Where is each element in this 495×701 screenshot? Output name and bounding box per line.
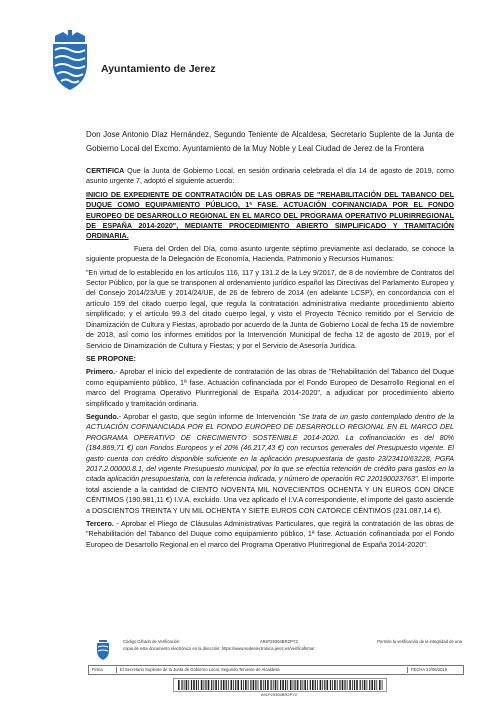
copy-line: copia de este documento electrónico en la dirección: https://www.sedeelectronica.jerez.es/verificafirma/: [123, 645, 315, 651]
fuera-paragraph: Fuera del Orden del Día, como asunto urgente séptimo previamente así declarado, se conoce la siguiente propuesta de la Delegación de Economía, Hacienda, Patrimonio y Recursos Humanos:: [86, 243, 454, 264]
barcode-icon: [173, 678, 387, 692]
tercero-label: Tercero.: [86, 519, 114, 528]
primero-label: Primero.: [86, 367, 116, 377]
certifica-label: CERTIFICA: [86, 166, 125, 175]
subject-heading: [86, 190, 454, 242]
jerez-city-crest-icon: [41, 28, 99, 92]
signature-table: [88, 665, 464, 675]
csv-label: Código Cifrado de Verificación:: [123, 639, 181, 644]
signature-label: Firma: [89, 667, 117, 674]
primero-text: - Aprobar el inicio del expediente de contratación de las obras de "Rehabilitación del Tabanco del Duque como equipamiento público, 1ª fase. Actuación cofinanciada por el Fondo Europeo de Desarrollo Regional en el marco del Programa Operativo Plurirregional de España 2014-2020", a adjudicar por procedimiento abierto simplificado y tramitación ordinaria.: [86, 367, 454, 408]
signature-date: FECHA 22/08/2019: [411, 666, 448, 672]
intro-paragraph: Don Jose Antonio Díaz Hernández, Segundo Teniente de Alcaldesa, Secretario Suplente de la Junta de Gobierno Local del Excmo. Ayuntamiento de la Muy Noble y Leal Ciudad de Jerez de la Frontera: [86, 130, 454, 153]
segundo-paragraph: [86, 412, 454, 516]
quote-paragraph: "En virtud de lo establecido en los artículos 116, 117 y 131.2 de la Ley 9/2017, de 8 de noviembre de Contratos del Sector Público, por la que se transponen al ordenamiento jurídico español las Directivas del Parlamento Europeo y del Consejo 2014/23/UE y 2014/24/UE, de 26 de febrero de 2014 (en adelante LCSP), en concordancia con el artículo 159 del citado cuerpo legal, que regula la contratación administrativa mediante procedimiento abierto simplificado; y el artículo 99.3 del citado cuerpo legal, y visto el Proyecto Técnico remitido por el Servicio de Dinamización de Cultura y Fiestas, aprobado por acuerdo de la Junta de Gobierno Local de fecha 15 de noviembre de 2018, así como los informes emitidos por la Intervención Municipal de fecha 12 de agosto de 2019, por el Servicio de Dinamización de Cultura y Fiestas; y por el Servicio de Asesoría Jurídica.: [86, 267, 454, 350]
tercero-text: - Aprobar el Pliego de Cláusulas Administrativas Particulares, que regirá la contratación de las obras de "Rehabilitación del Tabanco del Duque como equipamiento público, 1ª fase. Actuación cofinanciada por el Fondo Europeo de Desarrollo Regional en el marco del Programa Operativo Plurirregional de España 2014-2020".: [86, 519, 454, 549]
certifica-paragraph: [86, 166, 454, 187]
segundo-text-a: - Aprobar el gasto, que según informe de Intervención: [118, 411, 299, 421]
verification-rows: [123, 639, 462, 653]
signer-name: El Secretario Suplente de la Junta de Gobierno Local, Segundo Teniente de Alcaldesa: [117, 667, 408, 674]
csv-value: A91P29304BR2PY2: [259, 639, 298, 644]
propone-heading: SE PROPONE:: [86, 353, 136, 363]
subject-text: INICIO DE EXPEDIENTE DE CONTRATACIÓN DE LAS OBRAS DE "REHABILITACIÓN DEL TABANCO DEL DUQUE COMO EQUIPAMIENTO PÚBLICO, 1ª FASE. ACTUACIÓN COFINANCIADA POR EL FONDO EUROPEO DE DESARROLLO REGIONAL EN EL MARCO DEL PROGRAMA OPERATIVO PLURIRREGIONAL DE ESPAÑA 2014-2020", MEDIANTE PROCEDIMIENTO ABIERTO SIMPLIFICADO Y TRAMITACIÓN ORDINARIA.: [86, 189, 454, 241]
segundo-text-b: . El importe total asciende a la cantidad de CIENTO NOVENTA MIL NOVECIENTOS OCHENTA Y UN EUROS CON ONCE CÉNTIMOS (190.981,11 €) I.V.A. excluido. Una vez aplicado el I.V.A correspondiente, el importe del gasto asciende a DOSCIENTOS TREINTA Y UN MIL OCHENTA Y SIETE EUROS CON CATORCE CÉNTIMOS (231.087,14 €).: [86, 474, 454, 515]
certifica-text: Que la Junta de Gobierno Local, en sesión ordinaria celebrada el día 14 de agosto de 2019, como asunto urgente 7, adoptó el siguiente acuerdo:: [86, 166, 454, 186]
tercero-paragraph: [86, 519, 454, 550]
brand-name: Ayuntamiento de Jerez: [101, 63, 216, 75]
barcode-code: A91P29304BR2PY2: [260, 692, 298, 697]
csv-row: [123, 639, 462, 646]
segundo-label: Segundo.: [86, 411, 119, 421]
document-body: [86, 128, 454, 553]
ayuntamiento-seal-icon: [88, 639, 118, 661]
segundo-italic-quote: "Se trata de un gasto contemplado dentro de la ACTUACIÓN COFINANCIADA POR EL FONDO EUROPEO DE DESARROLLO REGIONAL EN EL MARCO DEL PROGRAMA OPERATIVO DE CRECIMIENTO SOSTENIBLE 2014-2020. La cofinanciación es del 80% (184.869,71 €) con Fondos Europeos y el 20% (46.217,43 €) con recursos generales del Presupuesto vigente. El gasto cuenta con crédito disponible suficiente en la aplicación presupuestaria de gasto 23/23410/63228, PGFA 2017.2.00000.8.1, del vigente Presupuesto municipal, por lo que se efectúa retención de crédito para gastos en la citada aplicación presupuestaria, con la referencia indicada, y número de operación RC 220190023763": [86, 411, 454, 484]
csv-note: Permite la verificación de la integridad de una: [377, 639, 462, 644]
primero-paragraph: [86, 367, 454, 409]
